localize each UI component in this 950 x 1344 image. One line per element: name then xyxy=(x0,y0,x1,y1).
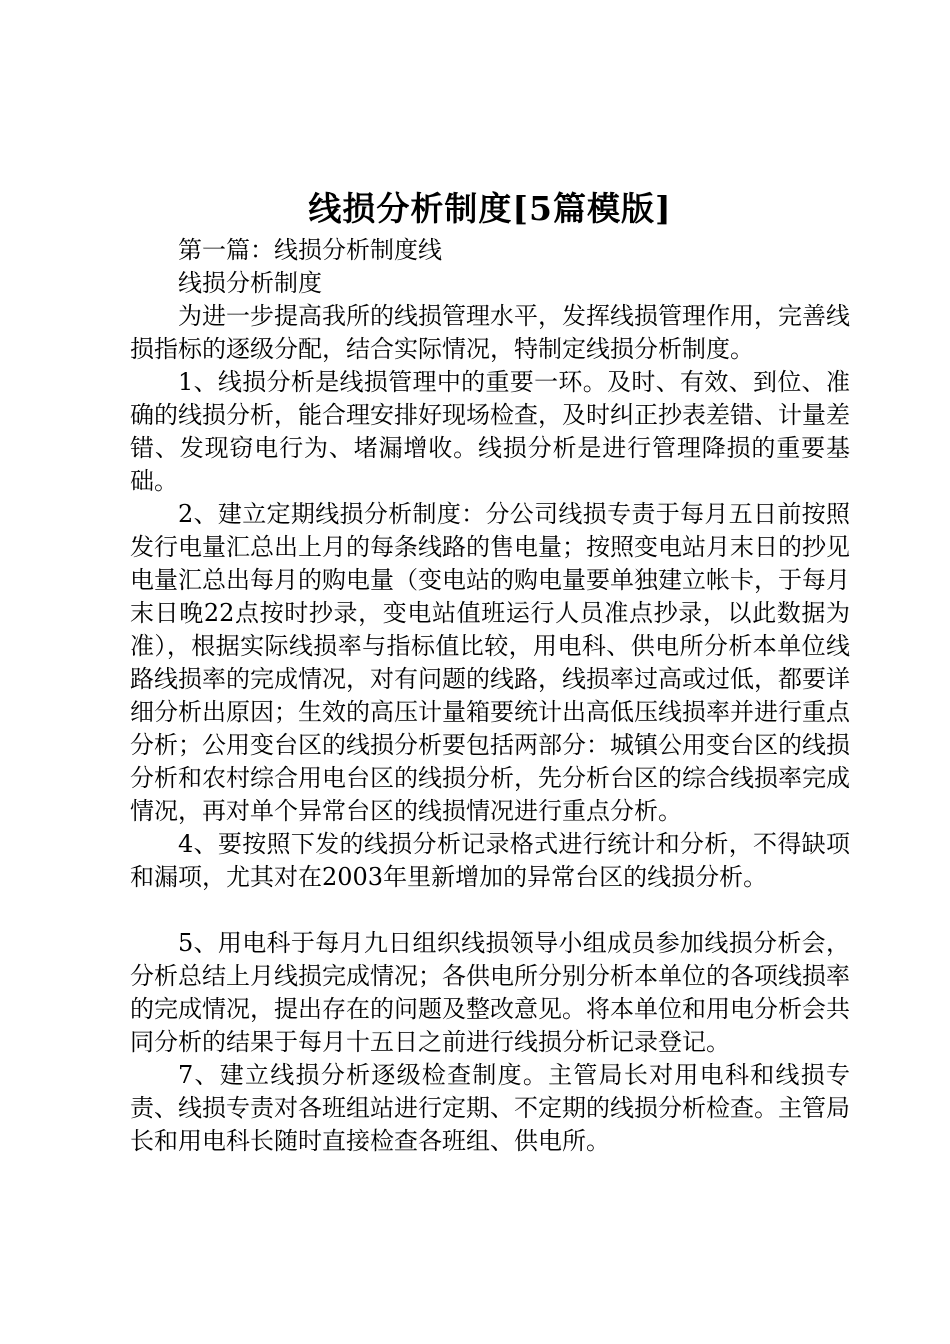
document-title: 线损分析制度[5篇模版] xyxy=(308,189,672,228)
paragraph-5: 5、用电科于每月九日组织线损领导小组成员参加线损分析会，分析总结上月线损完成情况；各供电所分别分析本单位的各项线损率的完成情况，提出存在的问题及整改意见。将本单位和用电分析会共同分析的结果于每月十五日之前进行线损分析记录登记。 xyxy=(130,929,850,1056)
paragraph-2: 2、建立定期线损分析制度：分公司线损专责于每月五日前按照发行电量汇总出上月的每条线路的售电量；按照变电站月末日的抄见电量汇总出每月的购电量（变电站的购电量要单独建立帐卡，于每月末日晚22点按时抄录，变电站值班运行人员准点抄录，以此数据为准），根据实际线损率与指标值比较，用电科、供电所分析本单位线路线损率的完成情况，对有问题的线路，线损率过高或过低，都要详细分析出原因；生效的高压计量箱要统计出高低压线损率并进行重点分析；公用变台区的线损分析要包括两部分：城镇公用变台区的线损分析和农村综合用电台区的线损分析，先分析台区的综合线损率完成情况，再对单个异常台区的线损情况进行重点分析。 xyxy=(130,500,850,825)
sub-heading: 线损分析制度 xyxy=(178,269,322,297)
paragraph-spacer xyxy=(130,894,850,927)
paragraph-1: 1、线损分析是线损管理中的重要一环。及时、有效、到位、准确的线损分析，能合理安排好现场检查，及时纠正抄表差错、计量差错、发现窃电行为、堵漏增收。线损分析是进行管理降损的重要基础。 xyxy=(130,368,850,495)
document-page xyxy=(130,186,850,1158)
section-heading: 第一篇：线损分析制度线 xyxy=(178,236,442,264)
paragraph-intro: 为进一步提高我所的线损管理水平，发挥线损管理作用，完善线损指标的逐级分配，结合实际情况，特制定线损分析制度。 xyxy=(130,302,850,363)
paragraph-7: 7、建立线损分析逐级检查制度。主管局长对用电科和线损专责、线损专责对各班组站进行定期、不定期的线损分析检查。主管局长和用电科长随时直接检查各班组、供电所。 xyxy=(130,1061,850,1155)
paragraph-4: 4、要按照下发的线损分析记录格式进行统计和分析，不得缺项和漏项，尤其对在2003年里新增加的异常台区的线损分析。 xyxy=(130,830,850,891)
